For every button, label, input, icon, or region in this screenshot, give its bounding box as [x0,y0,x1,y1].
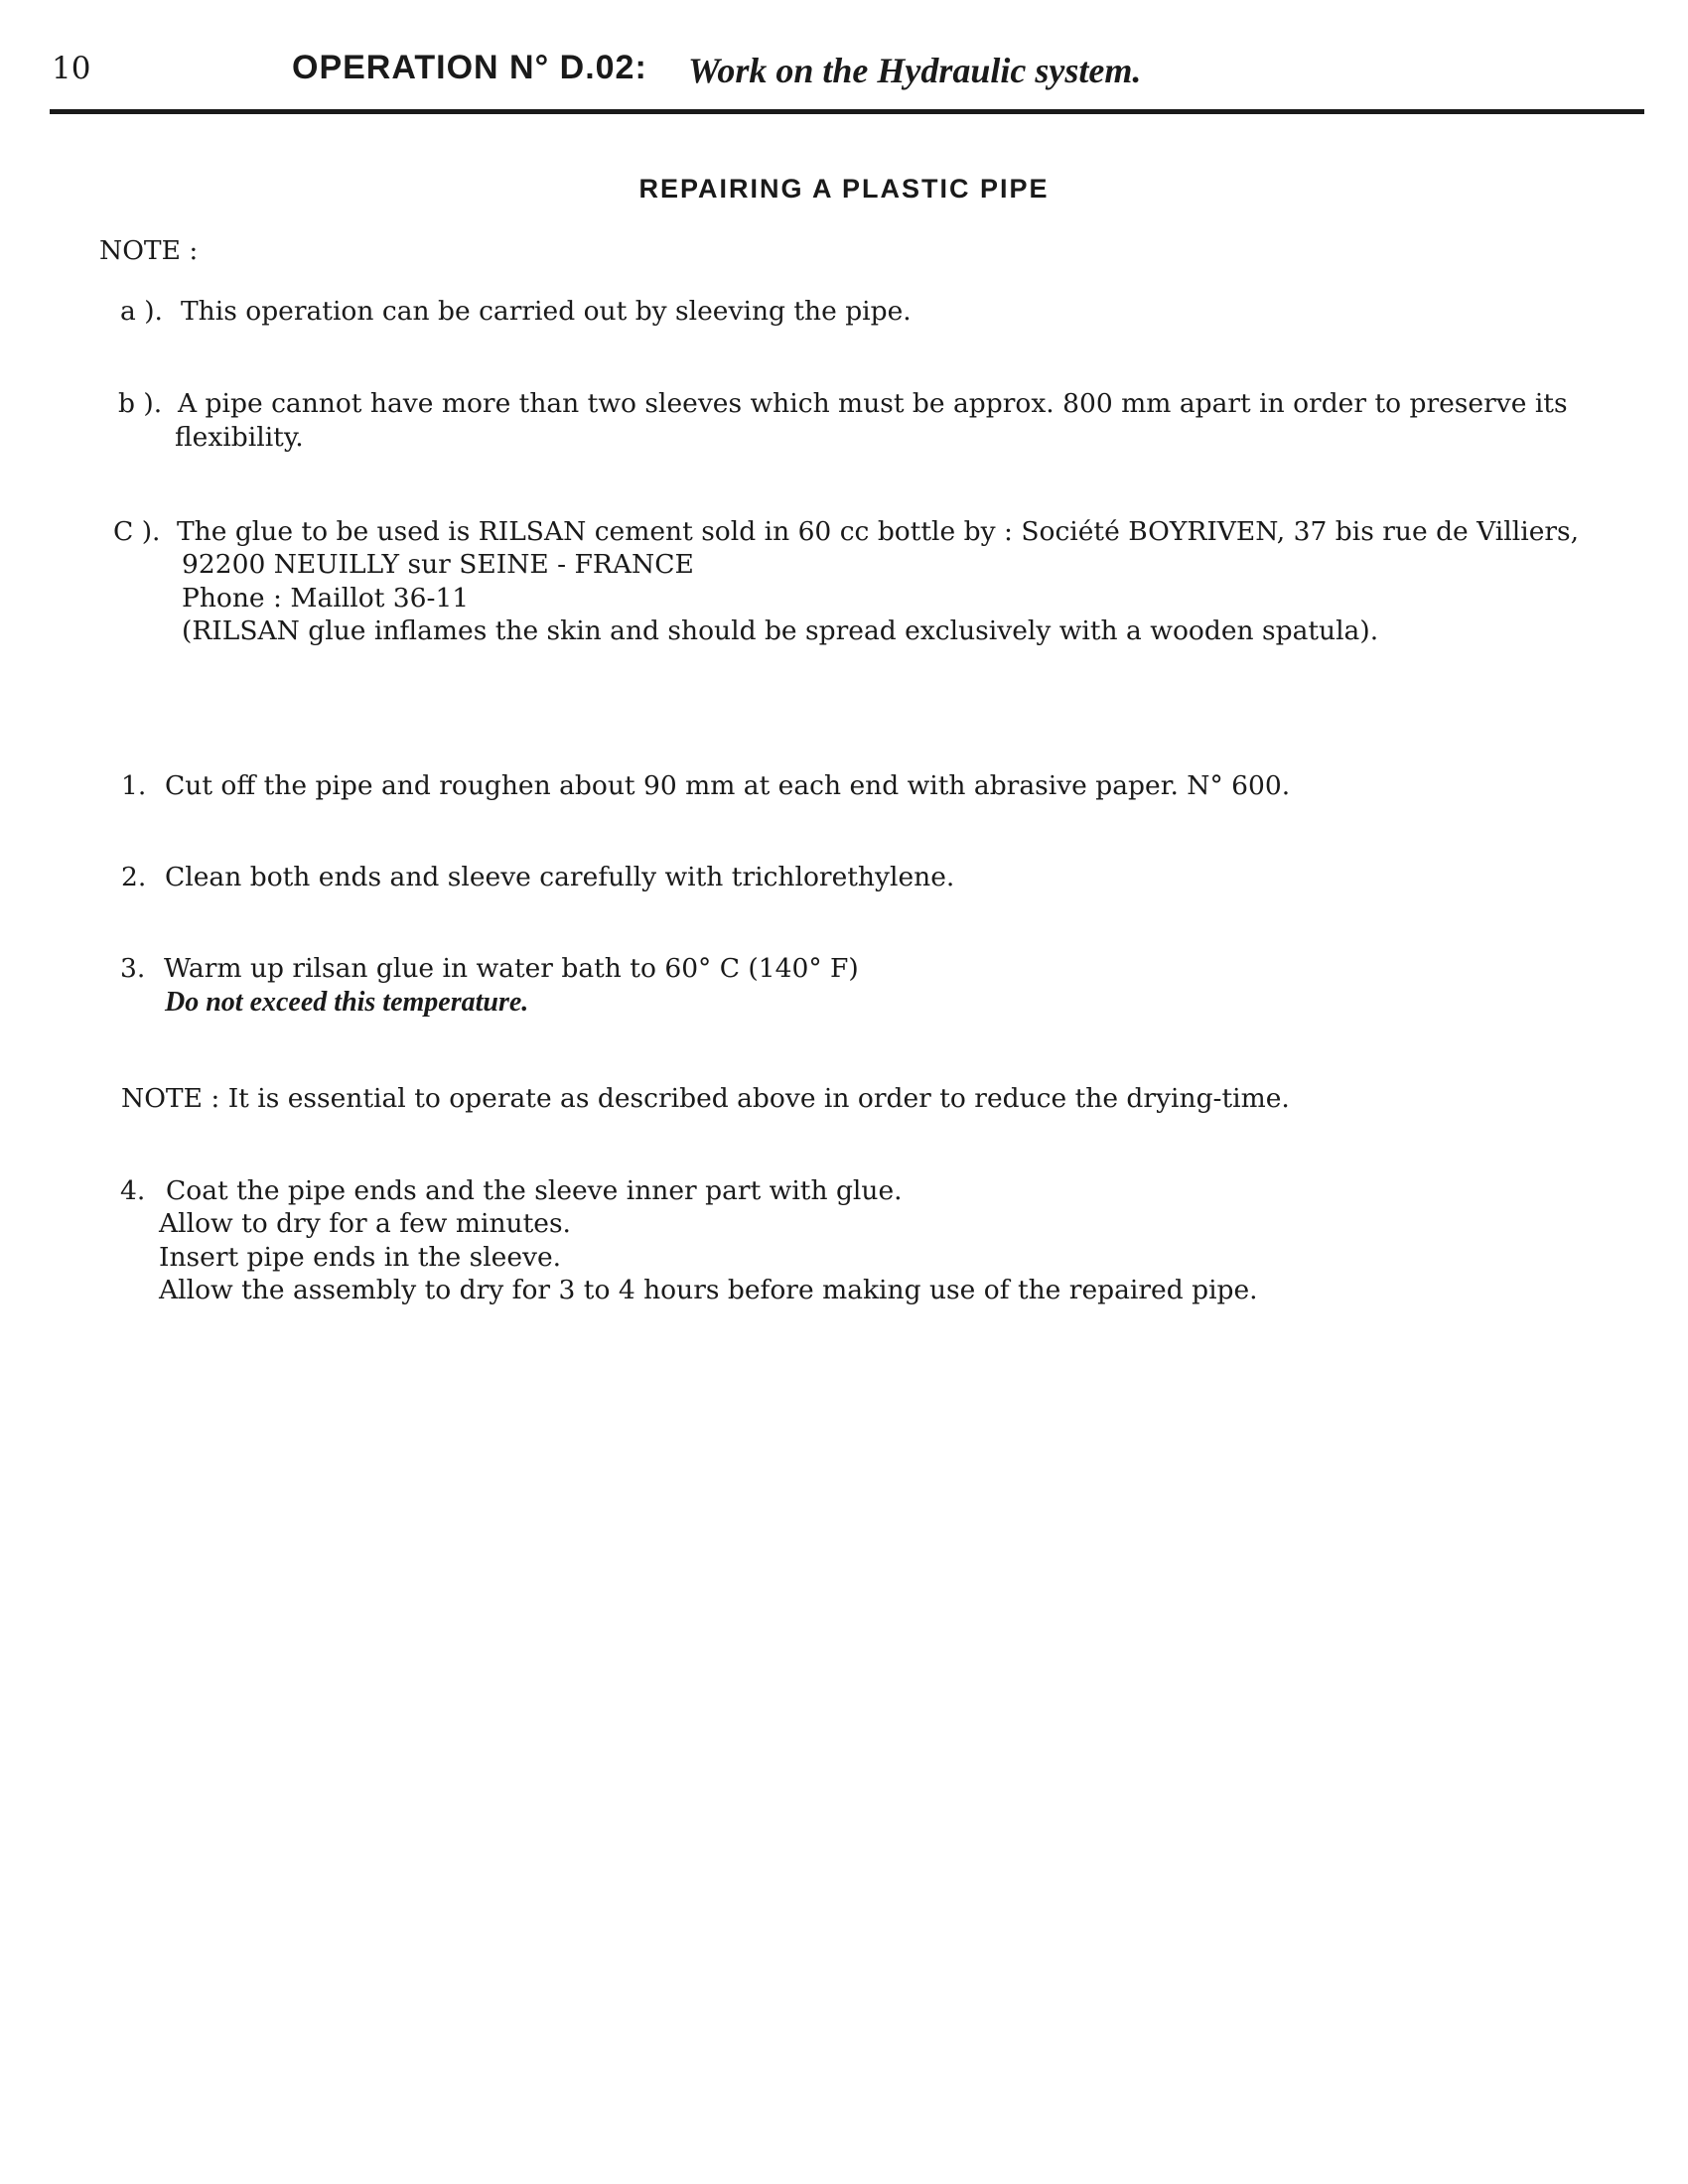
step-4-text: Allow to dry for a few minutes. [159,1208,571,1239]
step-1-text: Cut off the pipe and roughen about 90 mm at each end with abrasive paper. N° 600. [165,770,1291,801]
note-item-c-line: The glue to be used is RILSAN cement sold in 60 cc bottle by : Société BOYRIVEN, 37 bis rue de Villiers, [177,516,1580,547]
note-item-marker-a: a ). [120,296,163,327]
step-1-number: 1. [121,770,147,801]
note-item-c-line: 92200 NEUILLY sur SEINE - FRANCE [182,549,694,580]
note-item-b-line: A pipe cannot have more than two sleeves which must be approx. 800 mm apart in order to preserve its [178,388,1568,419]
step-3-number: 3. [120,953,146,984]
note-item-marker-b: b ). [118,388,163,419]
note-item-c-line: (RILSAN glue inflames the skin and should be spread exclusively with a wooden spatula). [182,615,1379,646]
step-2-number: 2. [121,862,147,892]
operation-title: OPERATION N° D.02: [292,49,647,86]
step-4-text: Insert pipe ends in the sleeve. [159,1242,562,1273]
note-item-b-line: flexibility. [175,422,304,453]
operation-subtitle: Work on the Hydraulic system. [688,51,1142,90]
step-3-text: Warm up rilsan glue in water bath to 60° C (140° F) [164,953,859,984]
header-rule [50,109,1644,114]
section-heading: REPAIRING A PLASTIC PIPE [638,174,1050,204]
page-number: 10 [52,51,91,86]
step-4-number: 4. [120,1175,146,1206]
note-item-c-line: Phone : Maillot 36-11 [182,583,470,614]
note-item-a-line: This operation can be carried out by sleeving the pipe. [181,296,912,327]
note-item-marker-c: C ). [113,516,161,547]
drying-time-note: NOTE : It is essential to operate as described above in order to reduce the drying-time. [121,1083,1290,1114]
step-4-text: Coat the pipe ends and the sleeve inner part with glue. [166,1175,903,1206]
step-2-text: Clean both ends and sleeve carefully with trichlorethylene. [165,862,955,892]
step-3-warning: Do not exceed this temperature. [165,987,529,1018]
note-label: NOTE : [99,235,199,266]
step-4-text: Allow the assembly to dry for 3 to 4 hours before making use of the repaired pipe. [159,1275,1258,1305]
